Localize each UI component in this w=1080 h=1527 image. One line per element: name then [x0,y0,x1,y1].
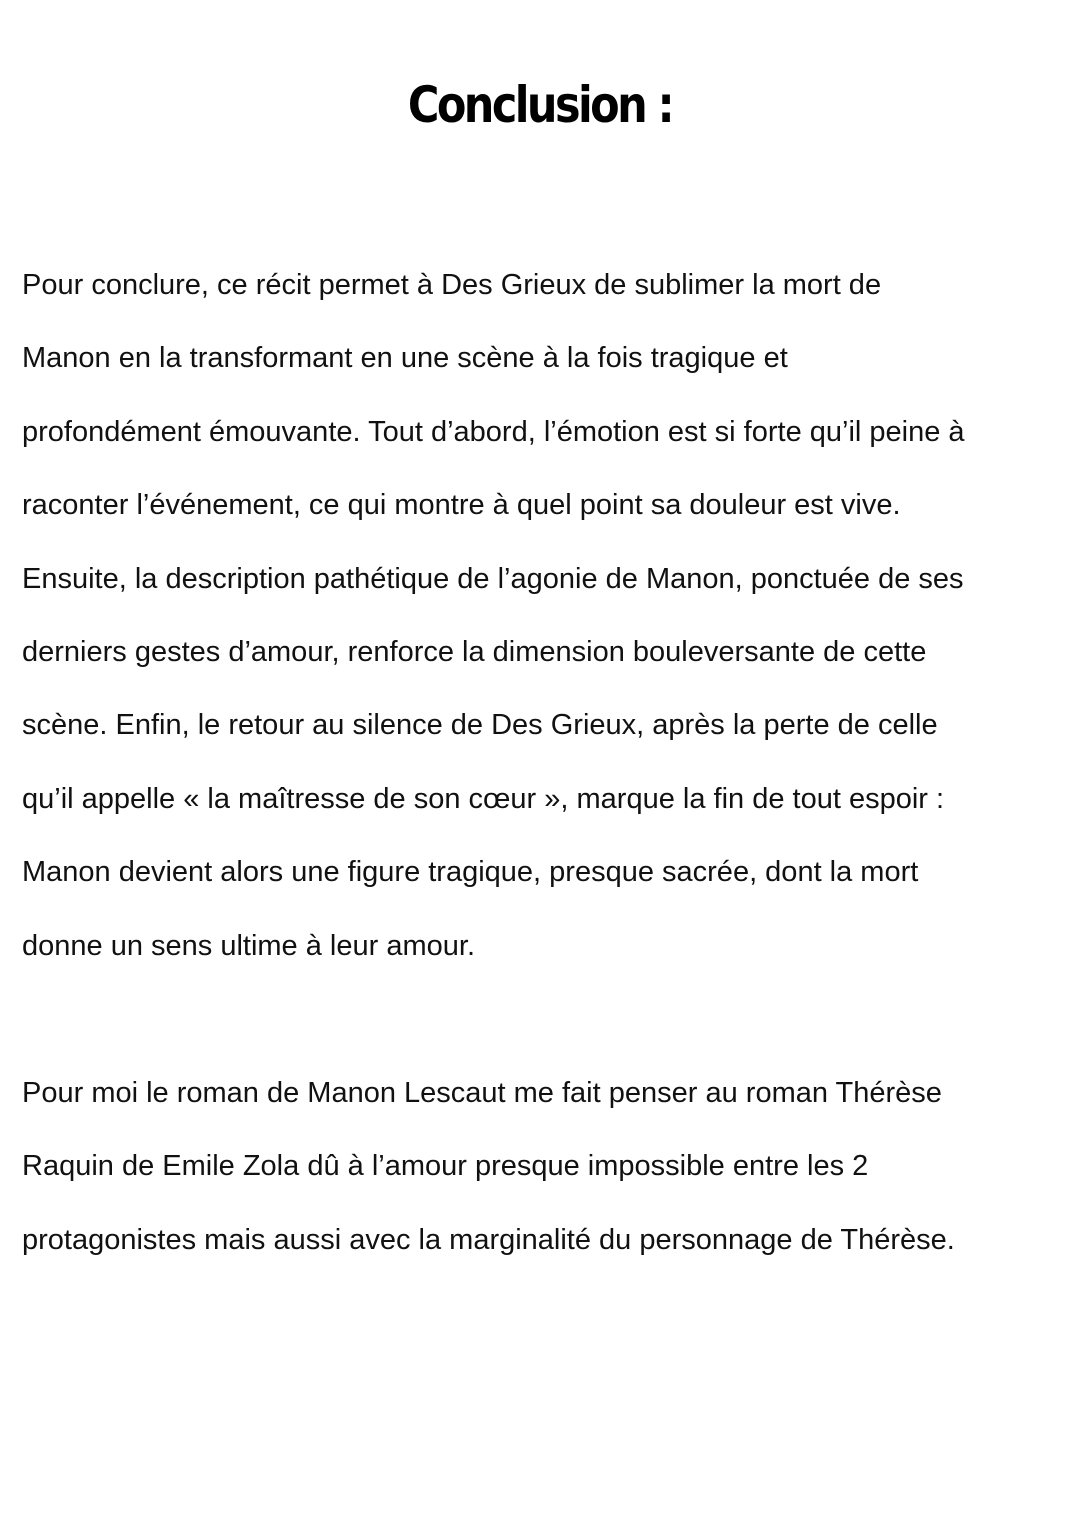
opinion-paragraph [22,1057,1067,1277]
text-line: Raquin de Emile Zola dû à l’amour presque impossible entre les 2 [22,1150,869,1183]
page-title: Conclusion : [407,76,673,134]
text-line: Pour conclure, ce récit permet à Des Grieux de sublimer la mort de [22,269,882,301]
text-line: profondément émouvante. Tout d’abord, l’émotion est si forte qu’il peine à [22,415,965,448]
text-line: protagonistes mais aussi avec la marginalité du personnage de Thérèse. [22,1223,955,1256]
text-line: Manon devient alors une figure tragique, presque sacrée, dont la mort [22,856,919,889]
conclusion-paragraph [22,249,1067,983]
text-line: Manon en la transformant en une scène à la fois tragique et [22,342,788,375]
text-line: Ensuite, la description pathétique de l’agonie de Manon, ponctuée de ses [22,562,964,595]
text-line: raconter l’événement, ce qui montre à quel point sa douleur est vive. [22,489,901,522]
text-line: qu’il appelle « la maîtresse de son cœur », marque la fin de tout espoir : [22,782,945,815]
text-line: Pour moi le roman de Manon Lescaut me fait penser au roman Thérèse [22,1077,942,1109]
text-line: scène. Enfin, le retour au silence de Des Grieux, après la perte de celle [22,709,938,742]
text-line: donne un sens ultime à leur amour. [22,929,475,962]
text-line: derniers gestes d’amour, renforce la dimension bouleversante de cette [22,636,927,669]
